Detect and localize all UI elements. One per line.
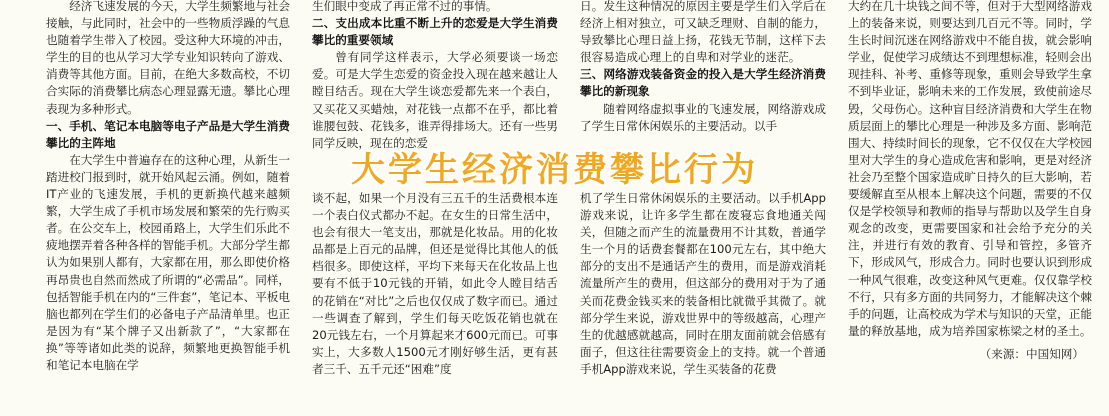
paragraph: 谈不起，如果一个月没有三五千的生活费根本连一个表白仪式都办不起。在女生的日常生活中，也会有很大一笔支出，那就是化妆品。用的化妆品都是上百元的品牌，但还是觉得比其他人的低档很多。即使这样，平均下来每天在化妆品上也要有不低于10元钱的开销，如此令人瞠目结舌的花销在“对比”之后也仅仅成了数字而已。通过一些调查了解到，学生们每天吃饭花销也就在20元钱左右，一个月算起来才600元而已。可事实上，大多数人1500元才刚好够生活，更有甚者三千、五千元还“困难”度 — [312, 191, 558, 376]
section-heading: 一、手机、笔记本电脑等电子产品是大学生消费攀比的主阵地 — [46, 118, 290, 150]
paragraph: 随着网络虚拟事业的飞速发展，网络游戏成了学生日常休闲娱乐的主要活动。以手 — [580, 101, 826, 133]
paragraph: 曾有同学这样表示，大学必须要谈一场恋爱。可是大学生恋爱的资金投入现在越来越让人瞠目结舌。现在大学生谈恋爱都先来一个表白，又买花又买蜡烛，对花钱一点都不在乎，都比着谁腰包鼓、花钱多，谁弄得排场大。还有一些男同学反映，现在的恋爱 — [312, 50, 558, 150]
article-column-2-top — [312, 0, 558, 152]
paragraph: 日。发生这种情况的原因主要是学生们入学后在经济上相对独立，可又缺乏理财、自制的能力，导致攀比心理日益上扬，花钱无节制，这样下去很容易造成心理上的自卑和对学业的迷茫。 — [580, 0, 826, 65]
article-column-3-bottom — [580, 190, 826, 378]
article-column-2-bottom — [312, 190, 558, 378]
paragraph: 经济飞速发展的今天，大学生频繁地与社会接触，与此同时，社会中的一些物质浮躁的气息也随着学生带入了校园。受这种大环境的冲击，学生的目的也从学习大学专业知识转向了游戏、消费等其他方面。目前，在绝大多数高校，不切合实际的消费攀比病态心理显露无遗。攀比心理表现为多种形式。 — [46, 0, 290, 116]
paragraph: 在大学生中普遍存在的这种心理，从新生一踏进校门报到时，就开始风起云涌。例如，随着IT产业的飞速发展，手机的更新换代越来越频繁，大学生成了手机市场发展和繁荣的先行购买者。在公交车上，校园甬路上，大学生们乐此不疲地摆弄着各种各样的智能手机。大部分学生都认为如果别人都有，大家都在用，那么即使价格再昂贵也自然而然成了所谓的“必需品”。同样，包括智能手机在内的“三件套”，笔记本、平板电脑也都列在学生们的必备电子产品清单里。也正是因为有“某个牌子又出新款了”，“大家都在换”等等诸如此类的说辞，频繁地更换智能手机和笔记本电脑在学 — [46, 152, 290, 372]
section-heading: 三、网络游戏装备资金的投入是大学生经济消费攀比的新现象 — [580, 67, 826, 99]
article-column-3-top — [580, 0, 826, 135]
source-credit: （来源：中国知网） — [979, 346, 1084, 361]
section-heading: 二、支出成本比重不断上升的恋爱是大学生消费攀比的重要领域 — [312, 16, 558, 48]
paragraph: 生们眼中变成了再正常不过的事情。 — [312, 0, 498, 13]
paragraph: 大约在几十块钱之间不等，但对于大型网络游戏上的装备来说，则要达到几百元不等。同时，学生长时间沉迷在网络游戏中不能自拔，就会影响学业，促使学习成绩达不到理想标准，轻则会出现挂科、补考、重修等现象，重则会导致学生拿不到毕业证，影响未来的工作发展，致使前途尽毁，父母伤心。这种盲目经济消费和大学生在物质层面上的攀比心理是一种涉及多方面、影响范围大、持续时间长的现象，它不仅仅在大学校园里对大学生的身心造成危害和影响，更是对经济社会乃至整个国家造成旷日持久的巨大影响，若要缓解直至从根本上解决这个问题，需要的不仅仅是学校领导和教师的指导与帮助以及学生自身观念的改变，更需要国家和社会给予充分的关注，并进行有效的教育、引导和管控，多管齐下，形成风气，形成合力。同时也要认识到形成一种风气很难，改变这种风气更难。仅仅靠学校不行，只有多方面的共同努力，才能解决这个棘手的问题，让高校成为学术与知识的天堂，正能量的释放基地，成为培养国家栋梁之材的圣土。 — [848, 0, 1092, 338]
paragraph: 机了学生日常休闲娱乐的主要活动。以手机App游戏来说，让许多学生都在废寝忘食地通关闯关，但随之而产生的流量费用不计其数，普通学生一个月的话费套餐都在100元左右，其中绝大部分的支出不是通话产生的费用，而是游戏消耗流量所产生的费用，但这部分的费用对于为了通关而花费金钱买来的装备相比就微乎其微了。就部分学生来说，游戏世界中的等级越高，心理产生的优越感就越高，同时在朋友面前就会倍感有面子，但这往往需要资金上的支持。就一个普通手机App游戏来说，学生买装备的花费 — [580, 191, 826, 376]
headline: 大学生经济消费攀比行为 — [351, 150, 758, 190]
